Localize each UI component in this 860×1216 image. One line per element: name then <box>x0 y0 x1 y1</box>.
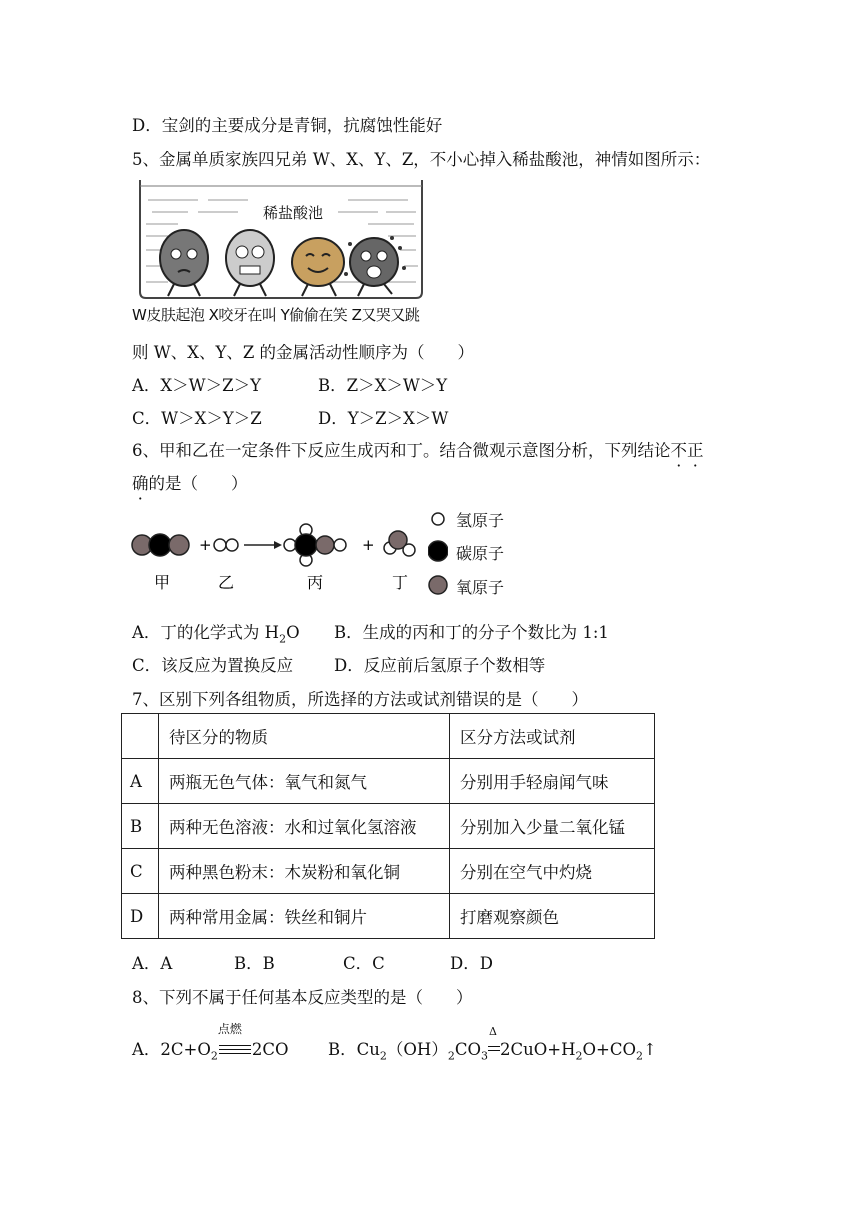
table-cell: 两种常用金属：铁丝和铜片 <box>159 894 450 939</box>
table-row <box>122 804 655 849</box>
q6-option-a-sub: 2 <box>279 632 287 646</box>
q8-option-a-right: 2CO <box>251 1040 289 1059</box>
q8-option-b-s5: 2 <box>636 1049 643 1063</box>
table-cell: B <box>122 804 159 849</box>
table-cell: 分别用手轻扇闻气味 <box>450 759 655 804</box>
table-cell: D <box>122 894 159 939</box>
q6-stem-line2 <box>132 470 248 494</box>
q8-option-a-prefix: A． <box>132 1040 161 1059</box>
atom-legend <box>428 505 538 600</box>
q8-option-b-t4: 2CuO+H <box>499 1040 576 1059</box>
table-cell: A <box>122 759 159 804</box>
q7-option-c[interactable]: C．C <box>343 954 385 973</box>
legend-oxygen: 氧原子 <box>456 578 505 597</box>
q7-table <box>121 713 655 939</box>
acid-pool-caption: W皮肤起泡 X咬牙在叫 Y偷偷在笑 Z又哭又跳 <box>132 306 420 324</box>
label-yi: 乙 <box>218 573 235 592</box>
q6-option-a[interactable] <box>132 619 300 645</box>
q7-option-d[interactable]: D．D <box>450 954 493 973</box>
q6-option-a-text: A．丁的化学式为 H <box>132 623 280 642</box>
molecule-bing <box>284 524 346 566</box>
q8-option-b-t1: Cu <box>356 1040 380 1059</box>
plus-sign-2: + <box>362 536 375 554</box>
legend-symbols <box>428 505 448 600</box>
molecule-jia <box>132 534 189 556</box>
q5-option-c[interactable]: C．W＞X＞Y＞Z <box>132 409 262 428</box>
table-cell: 两种无色溶液：水和过氧化氢溶液 <box>159 804 450 849</box>
metal-w-figure <box>160 230 208 296</box>
table-cell: 分别加入少量二氧化锰 <box>450 804 655 849</box>
pool-label: 稀盐酸池 <box>263 204 324 222</box>
q8-option-b[interactable] <box>328 1025 657 1063</box>
molecule-ding <box>384 531 415 556</box>
q5-option-d[interactable]: D．Y＞Z＞X＞W <box>318 409 449 428</box>
q5-stem: 5、金属单质家族四兄弟 W、X、Y、Z，不小心掉入稀盐酸池，神情如图所示： <box>132 150 711 169</box>
q6-emphasis-que: 确 <box>132 474 149 493</box>
table-cell: 分别在空气中灼烧 <box>450 849 655 894</box>
q5-option-b[interactable]: B．Z＞X＞W＞Y <box>318 376 448 395</box>
legend-hydrogen: 氢原子 <box>456 511 505 530</box>
heat-symbol: Δ <box>488 1025 497 1038</box>
q6-option-a-tail: O <box>286 623 300 642</box>
q6-option-c[interactable]: C．该反应为置换反应 <box>132 656 294 675</box>
metal-x-figure <box>226 230 274 296</box>
oxygen-atom-icon <box>429 576 447 594</box>
q8-option-b-s1: 2 <box>379 1049 387 1063</box>
metal-y-figure <box>292 238 344 296</box>
label-jia: 甲 <box>154 573 171 592</box>
q6-emphasis-zheng: 正 <box>687 441 704 460</box>
table-cell: 两种黑色粉末：木炭粉和氧化铜 <box>159 849 450 894</box>
q8-option-b-t2: （OH） <box>386 1040 448 1059</box>
table-cell: C <box>122 849 159 894</box>
gas-arrow: ↑ <box>643 1040 657 1059</box>
label-ding: 丁 <box>392 573 409 592</box>
q8-stem: 8、下列不属于任何基本反应类型的是（ ） <box>132 988 473 1007</box>
q7-option-b[interactable]: B．B <box>234 954 275 973</box>
q8-option-b-t3: CO <box>454 1040 481 1059</box>
q8-option-b-s2: 2 <box>447 1049 455 1063</box>
acid-pool-figure <box>138 178 424 300</box>
legend-carbon: 碳原子 <box>456 544 505 563</box>
q4-option-d: D．宝剑的主要成分是青铜，抗腐蚀性能好 <box>132 116 443 135</box>
table-header-row <box>122 714 655 759</box>
hydrogen-atom-icon <box>432 513 444 525</box>
table-cell: 打磨观察颜色 <box>450 894 655 939</box>
q8-option-a-sub: 2 <box>210 1049 218 1063</box>
q7-stem: 7、区别下列各组物质，所选择的方法或试剂错误的是（ ） <box>132 690 588 709</box>
table-cell: 两瓶无色气体：氧气和氮气 <box>159 759 450 804</box>
reaction-arrow <box>244 541 282 549</box>
table-header-cell: 区分方法或试剂 <box>450 714 655 759</box>
metal-z-figure <box>344 236 406 296</box>
carbon-atom-icon <box>428 541 448 561</box>
condition-equals <box>217 1022 251 1059</box>
plus-sign-1: + <box>199 536 212 554</box>
condition-text: 点燃 <box>217 1022 242 1036</box>
table-header-cell <box>122 714 159 759</box>
q5-option-a[interactable]: A．X＞W＞Z＞Y <box>132 376 261 395</box>
table-row <box>122 894 655 939</box>
q7-option-a[interactable]: A．A <box>132 954 173 973</box>
q6-option-d[interactable]: D．反应前后氢原子个数相等 <box>334 656 546 675</box>
table-row <box>122 849 655 894</box>
label-bing: 丙 <box>307 573 324 592</box>
q8-option-b-s3: 3 <box>480 1049 488 1063</box>
q8-option-a-left: 2C+O <box>160 1040 211 1059</box>
table-header-cell: 待区分的物质 <box>159 714 450 759</box>
q8-option-b-t5: O+CO <box>582 1040 636 1059</box>
q6-emphasis-bu: 不 <box>670 441 687 460</box>
q5-question: 则 W、X、Y、Z 的金属活动性顺序为（ ） <box>132 343 475 362</box>
q6-option-b[interactable]: B．生成的丙和丁的分子个数比为 1:1 <box>334 623 609 642</box>
q8-option-b-prefix: B． <box>328 1040 357 1059</box>
heat-equals <box>488 1025 500 1059</box>
table-row <box>122 759 655 804</box>
q6-stem-text: 6、甲和乙在一定条件下反应生成丙和丁。结合微观示意图分析，下列结论 <box>132 441 671 460</box>
molecule-yi <box>214 539 238 551</box>
q8-option-b-s4: 2 <box>575 1049 583 1063</box>
q6-stem-tail: 的是（ ） <box>148 474 248 493</box>
q8-option-a[interactable] <box>132 1022 289 1063</box>
q6-stem-line1 <box>132 437 704 461</box>
